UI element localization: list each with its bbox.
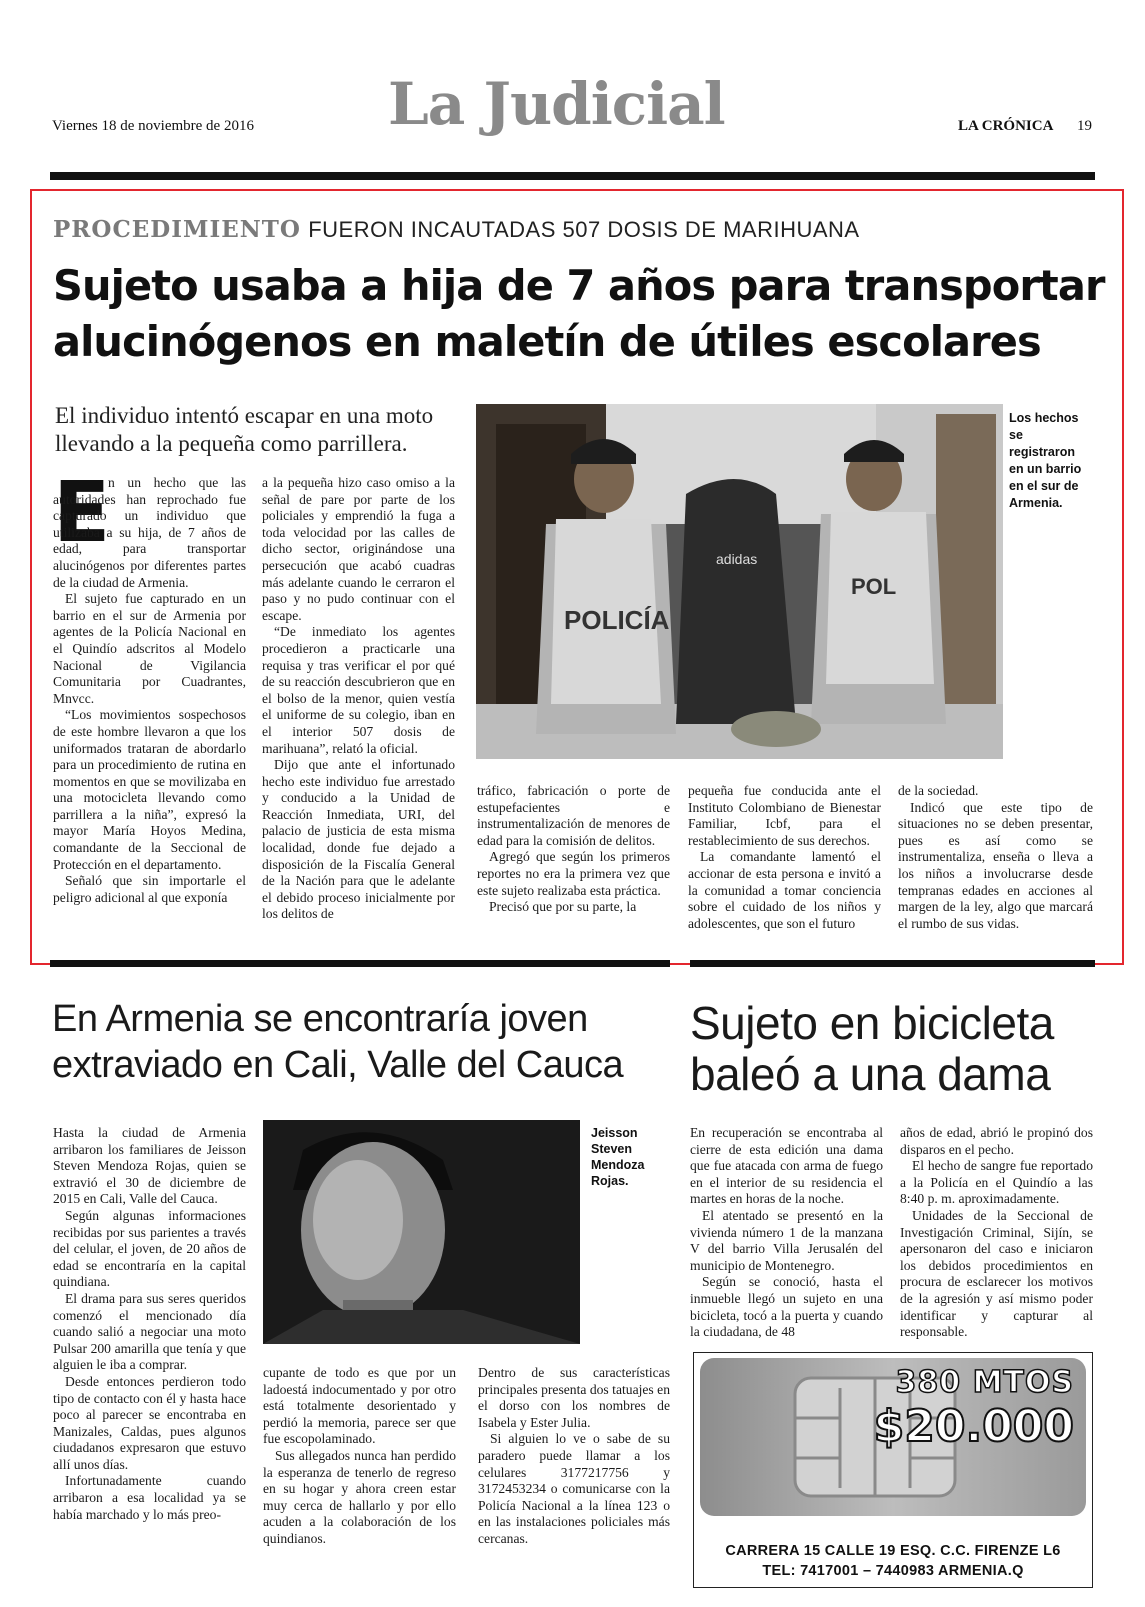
story2-column-1 [53, 1125, 246, 1523]
advertisement [693, 1352, 1093, 1588]
ad-address: CARRERA 15 CALLE 19 ESQ. C.C. FIRENZE L6 [725, 1543, 1061, 1559]
jacket-label: adidas [716, 551, 758, 567]
paragraph: Desde entonces perdieron todo tipo de contacto con él y hasta hace poco al parecer se encontraba en Manizales, Caldas, pues algunos ciudadanos expresaron que estuvo allí unos días. [53, 1373, 246, 1472]
paragraph: a la pequeña hizo caso omiso a la señal de pare por parte de los policiales y emprendió la fuga a toda velocidad por las calles de dicho sector, originándose una persecución que acabó cuadras más adelante cuando le cerraron el paso y no pudo continuar con el escape. [262, 475, 455, 623]
paragraph: Según algunas informaciones recibidas por sus parientes a través del celular, el joven, de 20 años de edad se encontraría en la capital quindiana. [53, 1207, 246, 1290]
paragraph: Indicó que este tipo de situaciones no se deben presentar, pues es así como se instrumentaliza, enseña o lleva a los niños a involucrarse desde tempranas edades en acciones al margen de la ley, algo que marcará el rumbo de sus vidas. [898, 799, 1093, 931]
paragraph: Sus allegados nunca han perdido la esperanza de tenerlo de regreso en su hogar y ahora creen estar muy cerca de hallarlo y por ello acuden a la colaboración de los quindianos. [263, 1447, 456, 1546]
story1-column-2 [262, 475, 455, 923]
kicker-label: PROCEDIMIENTO [53, 216, 301, 243]
story1-column-5 [898, 783, 1093, 932]
paragraph: de la sociedad. [898, 783, 979, 798]
headline-line-1: En Armenia se encontraría joven [52, 998, 588, 1040]
story2-column-3 [478, 1365, 670, 1548]
paragraph: El sujeto fue capturado en un barrio en el sur de Armenia por agentes de la Policía Nacional en el Quindío adscritos al Modelo Nacional de Vigilancia Comunitaria por Cuadrantes, Mnvcc. [53, 591, 246, 706]
paragraph: Señaló que sin importarle el peligro adicional al que exponía [53, 873, 246, 905]
story3-column-2 [900, 1125, 1093, 1341]
story1-column-4 [688, 783, 881, 932]
headline-line-1: Sujeto en bicicleta [690, 997, 1054, 1049]
vest-label: POLICÍA [564, 605, 670, 635]
ad-price: $20.000 [873, 1401, 1074, 1452]
story3-column-1 [690, 1125, 883, 1341]
paragraph: En recuperación se encontraba al cierre de esta edición una dama que fue atacada con arma de fuego en el interior de su residencia el martes en horas de la noche. [690, 1125, 883, 1207]
photo-illustration [476, 404, 1003, 759]
headline-line-2: extraviado en Cali, Valle del Cauca [52, 1044, 624, 1086]
paragraph: pequeña fue conducida ante el Instituto Colombiano de Bienestar Familiar, Icbf, para el restablecimiento de sus derechos. [688, 783, 881, 848]
drop-cap: E [53, 463, 111, 561]
section-rule-right [690, 960, 1095, 967]
newspaper-name: LA CRÓNICA [958, 118, 1054, 134]
paragraph: Hasta la ciudad de Armenia arribaron los familiares de Jeisson Steven Mendoza Rojas, quien se extravió el 30 de diciembre de 2015 en Cali, Valle del Cauca. [53, 1125, 246, 1207]
deck-line-1: El individuo intentó escapar en una moto [55, 403, 434, 428]
story1-headline [53, 258, 1105, 370]
paragraph: Según se conoció, hasta el inmueble llegó un sujeto en una bicicleta, tocó a la puerta y cuando la ciudadana, de 48 [690, 1274, 883, 1340]
headline-line-2: baleó a una dama [690, 1048, 1051, 1100]
arrest-photo [476, 404, 1003, 759]
story1-column-1 [53, 475, 246, 935]
header-rule [50, 172, 1095, 180]
story1-kicker [53, 216, 860, 243]
paragraph: tráfico, fabricación o porte de estupefacientes e instrumentalización de menores de edad para la comisión de delitos. [477, 783, 670, 848]
story3-headline [690, 998, 1054, 1100]
paragraph: “Los movimientos sospechosos de este hombre llevaron a que los uniformados trataran de abordarlo para un procedimiento de rutina en momentos en que se movilizaba en una motocicleta llevando como parrillera a la niña”, expresó la mayor María Hoyos Medina, comandante de la Seccional de Protección en el departamento. [53, 707, 246, 872]
paragraph: Agregó que según los primeros reportes no era la primera vez que este sujeto realizaba esta práctica. [477, 849, 670, 898]
photo2-caption: Jeisson Steven Mendoza Rojas. [591, 1126, 645, 1188]
paragraph: “De inmediato los agentes procedieron a practicarle una requisa y tras verificar el por qué de su reacción descubrieron que en el bolso de la menor, quien vestía el uniforme de su colegio, iban en el interior 507 dosis de marihuana”, relató la oficial. [262, 624, 455, 756]
paragraph: n un hecho que las autoridades han reprochado fue capturado un individuo que utilizaba a su hija, de 7 años de edad, para transportar alucinógenos por diferentes partes de la ciudad de Armenia. [53, 475, 246, 590]
paragraph: cupante de todo es que por un ladoestá indocumentado y por otro está totalmente desorientado y perdió la memoria, parece ser que fue escopolaminado. [263, 1365, 456, 1447]
section-title: La Judicial [388, 70, 725, 138]
portrait-illustration [263, 1120, 580, 1344]
ad-headline: 380 MTOS [895, 1365, 1074, 1400]
section-rule-left [50, 960, 670, 967]
paragraph: El atentado se presentó en la vivienda número 1 de la manzana V del barrio Villa Jerusalén del municipio de Montenegro. [690, 1207, 883, 1273]
missing-person-photo [263, 1120, 580, 1344]
paragraph: Infortunadamente cuando arribaron a esa localidad ya se había marchado y lo más preo- [53, 1473, 246, 1522]
story2-headline [52, 996, 623, 1088]
paragraph: La comandante lamentó el accionar de esta persona e invitó a la comunidad a tomar conciencia sobre el cuidado de los niños y adolescentes, que son el futuro [688, 849, 881, 931]
paragraph: Dentro de sus características principales presenta dos tatuajes en el dorso con los nombres de Isabela y Ester Julia. [478, 1365, 670, 1430]
paragraph: El hecho de sangre fue reportado a la Policía en el Quindío a las 8:40 p. m. aproximadamente. [900, 1158, 1093, 1207]
story1-column-3 [477, 783, 670, 916]
paragraph: Dijo que ante el infortunado hecho este individuo fue arrestado y conducido a la Unidad de Reacción Inmediata, URI, del palacio de justicia de esta misma localidad, donde fue dejado a disposición de la Fiscalía General de la Nación para que le adelante el debido proceso inicialmente por los delitos de [262, 757, 455, 922]
paragraph: Si alguien lo ve o sabe de su paradero puede llamar a los celulares 3177217756 y 3172453234 o comunicarse con la Policía Nacional a la línea 123 o en las instalaciones policiales más cercanas. [478, 1431, 670, 1546]
story2-column-2 [263, 1365, 456, 1548]
issue-date: Viernes 18 de noviembre de 2016 [52, 118, 254, 134]
paragraph: Unidades de la Seccional de Investigación Criminal, Sijín, se apersonaron del caso e iniciaron los debidos procedimientos en procura de esclarecer los motivos de la agresión y así mismo poder identificar y capturar al responsable. [900, 1207, 1093, 1340]
paragraph: Precisó que por su parte, la [489, 899, 637, 915]
ad-phones: TEL: 7417001 – 7440983 ARMENIA.Q [762, 1563, 1024, 1579]
photo1-caption: Los hechos se registraron en un barrio en el sur de Armenia. [1009, 411, 1082, 510]
page-number: 19 [1077, 118, 1092, 134]
headline-line-2: alucinógenos en maletín de útiles escolares [53, 317, 1041, 366]
paragraph: El drama para sus seres queridos comenzó el mencionado día cuando salió a negociar una moto Pulsar 200 amarilla que tenía y que alguien le iba a comprar. [53, 1290, 246, 1373]
paragraph: años de edad, abrió le propinó dos disparos en el pecho. [900, 1125, 1093, 1157]
story1-deck [55, 402, 433, 458]
kicker-subtitle: FUERON INCAUTADAS 507 DOSIS DE MARIHUANA [308, 217, 860, 242]
deck-line-2: llevando a la pequeña como parrillera. [55, 431, 408, 456]
svg-text:POL: POL [851, 574, 897, 599]
headline-line-1: Sujeto usaba a hija de 7 años para transportar [53, 261, 1105, 310]
